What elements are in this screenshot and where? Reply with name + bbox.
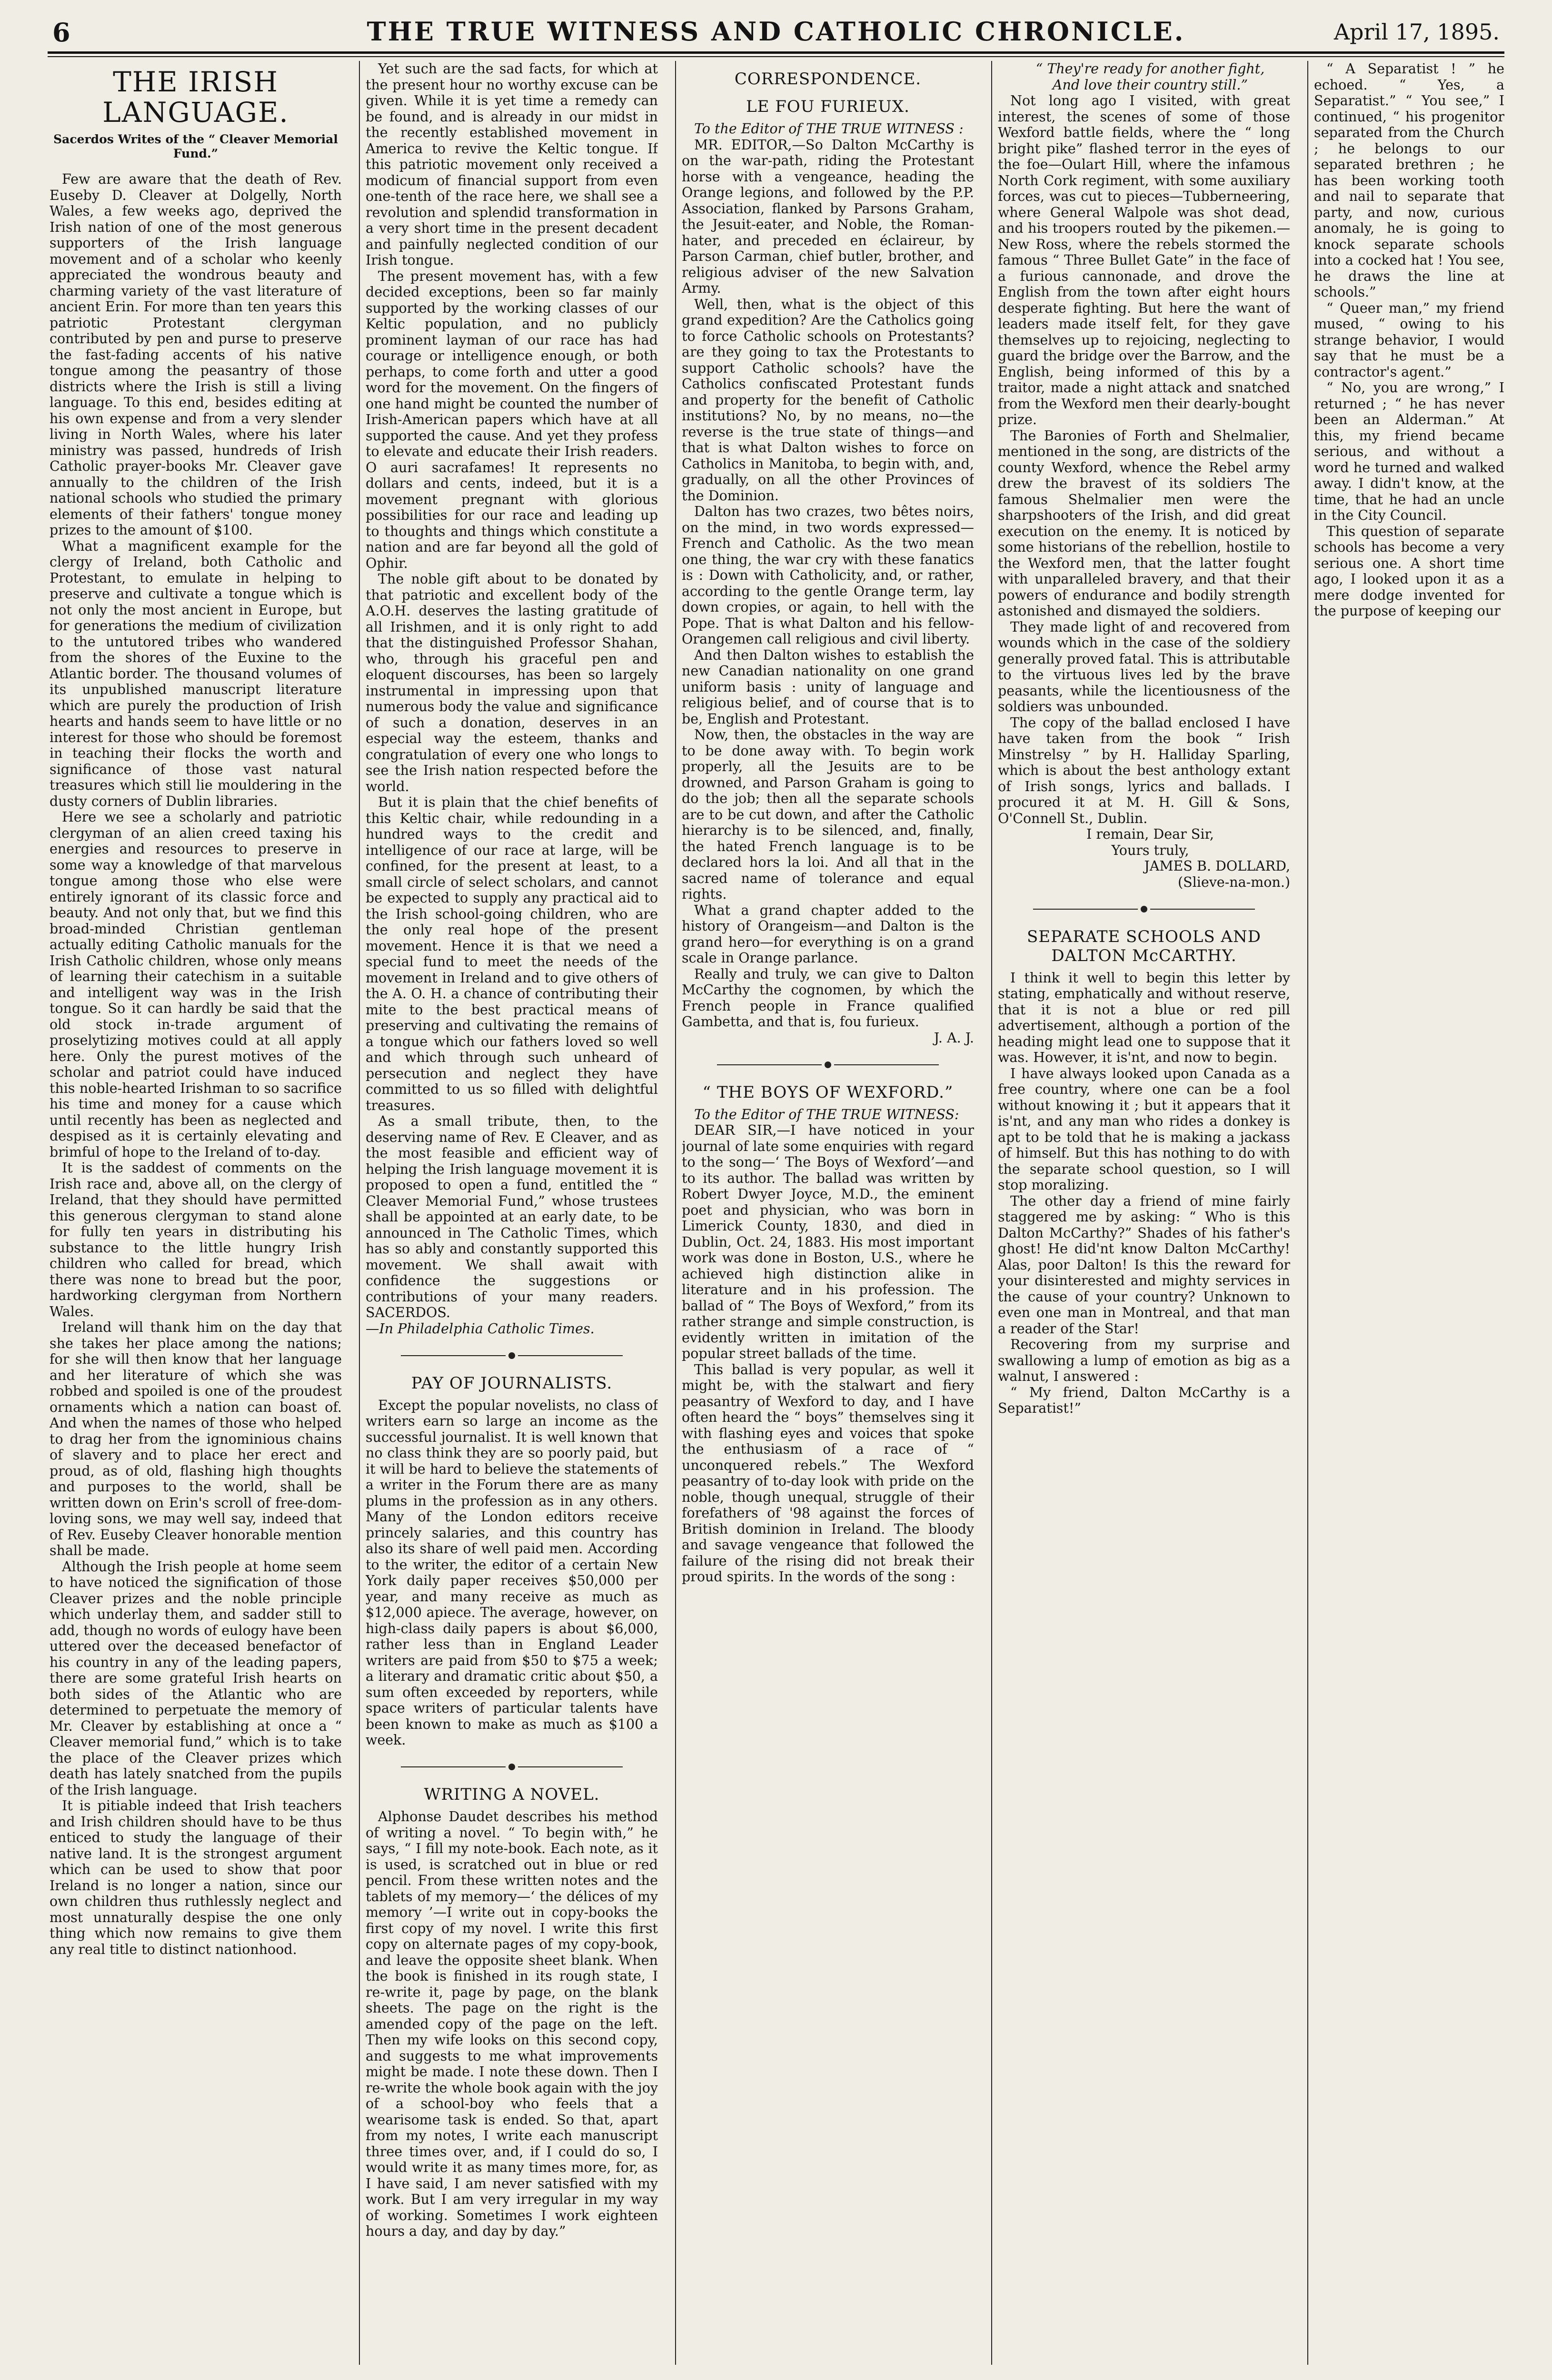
paragraph: What a magnificent example for the clergy of Ireland, both Catholic and Protestant, to emulate in helping to preserve and cultivate a tongue which is not only the most ancient in Europe, but for generations the medium of civilization to the untutored tribes who wandered from the shores of the Euxine to the Atlantic border. The thousand volumes of its unpublished manuscript literature which are purely the production of Irish hearts and hands seem to have little or no interest for those who should be foremost in teaching their flocks the worth and significance of those vast natural treasures which still lie mouldering in the dusty corners of Dublin libraries. xyxy=(50,538,342,809)
column-3 xyxy=(682,61,974,2365)
article-source: —In Philadelphia Catholic Times. xyxy=(366,1320,595,1337)
header-rule xyxy=(48,51,1504,54)
paragraph: Recovering from my surprise and swallowing a lump of emotion as big as a walnut, I answered : xyxy=(998,1337,1290,1384)
paragraph: This ballad is very popular, as well it might be, with the stalwart and fiery peasantry of Wexford to day, and I have often heard the “ boys” themselves sing it with flashing eyes and voices that spoke the enthusiasm of a race of “ unconquered rebels.” The Wexford peasantry of to-day look with pride on the noble, though unequal, struggle of their forefathers of '98 against the forces of British dominion in Ireland. The bloody and savage vengeance that followed the failure of the rising did not break their proud spirits. In the words of the song : xyxy=(682,1361,974,1585)
paragraph: Here we see a scholarly and patriotic clergyman of an alien creed taxing his energies and resources to preserve in some way a knowledge of that marvelous tongue among those who else were entirely ignorant of its classic force and beauty. And not only that, but we find this broad-minded Christian gentleman actually editing Catholic manuals for the Irish Catholic children, whose only means of learning their catechism in a suitable and intelligent way was in the Irish tongue. So it can hardly be said that the old stock in-trade argument of proselytizing motives could at all apply here. Only the purest motives of the scholar and patriot could have induced this noble-hearted Irishman to so sacrifice his time and money for a cause which until recently has been as neglected and despised as it is certainly elevating and brimful of hope to the Ireland of to-day. xyxy=(50,809,342,1160)
column-divider xyxy=(675,61,676,2365)
section-separator xyxy=(366,1759,658,1775)
paragraph: The Baronies of Forth and Shelmalier, mentioned in the song, are districts of the county Wexford, whence the Rebel army drew the bravest of its soldiers The famous Shelmalier men were the sharpshooters of the Irish, and did great execution on the enemy. It is noticed by some historians of the rebellion, hostile to the Wexford men, that the latter fought with unparalleled bravery, and that their powers of endurance and bodily strength astonished and dismayed the soldiers. xyxy=(998,427,1290,619)
letter-closing: I remain, Dear Sir, xyxy=(1086,826,1214,842)
letter-signature: JAMES B. DOLLARD, xyxy=(1144,858,1290,874)
paragraph: DEAR SIR,—I have noticed in your journal of late some enquiries with regard to the song—‘ The Boys of Wexford’—and to its author. The ballad was written by Robert Dwyer Joyce, M.D., the eminent poet and physician, who was born in Limerick County, 1830, and died in Dublin, Oct. 24, 1883. His most important work was done in Boston, U.S., where he achieved high distinction alike in literature and in his profession. The ballad of “ The Boys of Wexford,” from its rather strange and simple construction, is evidently written in imitation of the popular street ballads of the time. xyxy=(682,1122,974,1361)
masthead xyxy=(48,14,1504,48)
paragraph: “ My friend, Dalton McCarthy is a Separatist!” xyxy=(998,1384,1290,1416)
newspaper-title: THE TRUE WITNESS AND CATHOLIC CHRONICLE. xyxy=(367,16,1185,47)
page-number: 6 xyxy=(52,17,70,48)
paragraph: Few are aware that the death of Rev. Euseby D. Cleaver at Dolgelly, North Wales, a few weeks ago, deprived the Irish nation of one of the most generous supporters of the Irish language movement and of a scholar who keenly appreciated the wondrous beauty and charming variety of the vast literature of ancient Erin. For more than ten years this patriotic Protestant clergyman contributed by pen and purse to preserve the fast-fading accents of his native tongue among the peasantry of those districts where the Irish is still a living language. To this end, besides editing at his own expense and from a very slender living in North Wales, where his later ministry was passed, hundreds of Irish Catholic prayer-books Mr. Cleaver gave annually to the children of the Irish national schools who studied the primary elements of their fathers' tongue money prizes to the amount of $100. xyxy=(50,171,342,538)
paragraph: It is pitiable indeed that Irish teachers and Irish children should have to be thus enticed to study the language of their native land. It is the strongest argument which can be used to show that poor Ireland is no longer a nation, since our own children thus ruthlessly neglect and most unnaturally despise the one only thing which now remains to give them any real title to distinct nationhood. xyxy=(50,1798,342,1957)
editor-salutation: To the Editor of THE TRUE WITNESS: xyxy=(694,1106,959,1122)
letter-title-le-fou-furieux: LE FOU FURIEUX. xyxy=(746,97,910,116)
paragraph: Ireland will thank him on the day that she takes her place among the nations; for she will then know that her language and her literature of which she was robbed and spoiled is one of the proudest ornaments which a nation can boast of. And when the names of those who helped to drag her from the ignominious chains of slavery and to place her erect and proud, as of old, flashing high thoughts and purposes to the world, shall be written down on Erin's scroll of free-dom-loving sons, we may well say, indeed that of Rev. Euseby Cleaver honorable mention shall be made. xyxy=(50,1319,342,1558)
paragraph: “ No, you are wrong,” I returned ; “ he has never been an Alderman.” At this, my friend became serious, and without a word he turned and walked away. I didn't know, at the time, that he had an uncle in the City Council. xyxy=(1314,380,1504,523)
header-rule-thin xyxy=(48,56,1504,57)
column-1 xyxy=(50,61,342,2365)
paragraph: Really and truly, we can give to Dalton McCarthy the cognomen, by which the French people in France qualified Gambetta, and that is, fou furieux. xyxy=(682,966,974,1030)
paragraph: As a small tribute, then, to the deserving name of Rev. E Cleaver, and as the most feasible and efficient way of helping the Irish language movement it is proposed to open a fund, entitled the “ Cleaver Memorial Fund,” whose trustees shall be appointed at an early date, to be announced in The Catholic Times, which has so ably and constantly supported this movement. We shall await with confidence the suggestions or contributions of your many readers. SACERDOS. xyxy=(366,1113,658,1320)
column-4 xyxy=(998,61,1290,2365)
paragraph: Alphonse Daudet describes his method of writing a novel. “ To begin with,” he says, “ I fill my note-book. Each note, as it is used, is scratched out in blue or red pencil. From these written notes and the tablets of my memory—‘ the délices of my memory ’—I write out in copy-books the first copy of my novel. I write this first copy on alternate pages of my copy-book, and leave the opposite sheet blank. When the book is finished in its rough state, I re-write it, page by page, on the blank sheets. The page on the right is the amended copy of the page on the left. Then my wife looks on this second copy, and suggests to me what improvements might be made. I note these down. Then I re-write the whole book again with the joy of a school-boy who feels that a wearisome task is ended. So that, apart from my notes, I write each manuscript three times over, and, if I could do so, I would write it as many times more, for, as I have said, I am never satisfied with my work. But I am very irregular in my way of working. Sometimes I work eighteen hours a day, and day by day.” xyxy=(366,1809,658,2239)
paragraph: It is the saddest of comments on the Irish race and, above all, on the clergy of Ireland, that they should have permitted this generous clergyman to stand alone for fully ten years in distributing his substance to the little hungry Irish children who called for bread, which there was none to bread but the poor, hardworking clergyman from Northern Wales. xyxy=(50,1160,342,1319)
paragraph: Dalton has two crazes, two bêtes noirs, on the mind, in two words expressed—French and Catholic. As the two mean one thing, the war cry with these fanatics is : Down with Catholicity, and, or rather, according to the gentle Orange term, lay down cropies, or again, to hell with the Pope. That is what Dalton and his fellow-Orangemen call religious and civil liberty. xyxy=(682,504,974,647)
paragraph: MR. EDITOR,—So Dalton McCarthy is on the war-path, riding the Protestant horse with a vengeance, heading the Orange legions, and followed by the P.P. Association, flanked by Parsons Graham, the Jesuit-eater, and Noble, the Roman-hater, and preceded en éclaireur, by Parson Carman, chief butler, brother, and religious adviser of the new Salvation Army. xyxy=(682,137,974,296)
column-5 xyxy=(1314,61,1504,2365)
paragraph: I think it well to begin this letter by stating, emphatically and without reserve, that it is not a blue or red pill advertisement, although a portion of the heading might lead one to suppose that it was. However, it is'nt, and now to begin. xyxy=(998,970,1290,1065)
section-separator xyxy=(366,1347,658,1363)
column-2 xyxy=(366,61,658,2365)
column-divider xyxy=(359,61,360,2365)
article-title-writing-a-novel: WRITING A NOVEL. xyxy=(424,1785,600,1804)
letter-closing: Yours truly, xyxy=(1111,842,1189,858)
paragraph: The present movement has, with a few decided exceptions, been so far mainly supported by the working classes of our Keltic population, and no publicly prominent layman of our race has had courage or intelligence enough, or both perhaps, to come forth and utter a good word for the movement. On the fingers of one hand might be counted the number of Irish-American papers which have at all supported the cause. And yet they profess to elevate and educate their Irish readers. O auri sacrafames! It represents no dollars and cents, indeed, but it is a movement pregnant with glorious possibilities for our race and leading up to thoughts and things which constitute a nation and are far beyond all the gold of Ophir. xyxy=(366,268,658,571)
paragraph: This question of separate schools has become a very serious one. A short time ago, I looked upon it as a mere dodge invented for the purpose of keeping our xyxy=(1314,523,1504,619)
section-title-correspondence: CORRESPONDENCE. xyxy=(734,69,922,89)
column-divider xyxy=(991,61,992,2365)
paragraph: The noble gift about to be donated by that patriotic and excellent body of the A.O.H. deserves the lasting gratitude of all Irishmen, and it is only right to add that the distinguished Professor Shahan, who, through his graceful pen and eloquent discourses, has been so largely instrumental in impressing upon that numerous body the value and significance of such a donation, deserves in an especial way the esteem, thanks and congratulation of every one who longs to see the Irish nation respected before the world. xyxy=(366,571,658,794)
paragraph: The other day a friend of mine fairly staggered me by asking: “ Who is this Dalton McCarthy?” Shades of his father's ghost! He did'nt know Dalton McCarthy! Alas, poor Dalton! Is this the reward for your disinterested and mighty services in the cause of your country? Unknown to even one man in Montreal, and that man a reader of the Star! xyxy=(998,1193,1290,1337)
paragraph: “ A Separatist ! ” he echoed. “ Yes, a Separatist.” “ You see,” I continued, “ his progenitor separated from the Church ; he belongs to our separated brethren ; he has been working tooth and nail to separate that party, and now, curious anomaly, he is going to knock separate schools into a cocked hat ! You see, he draws the line at schools.” xyxy=(1314,61,1504,300)
paragraph: Well, then, what is the object of this grand expedition? Are the Catholics going to force Catholic schools on Protestants? are they going to tax the Protestants to support Catholic schools? have the Catholics confiscated Protestant funds and property for the benefit of Catholic institutions? No, by no means, no—the reverse is the true state of things—and that is what Dalton wishes to force on Catholics in Manitoba, to begin with, and, gradually, on all the other Provinces of the Dominion. xyxy=(682,296,974,504)
section-separator xyxy=(998,901,1290,917)
editor-salutation: To the Editor of THE TRUE WITNESS : xyxy=(694,121,964,137)
paragraph: Except the popular novelists, no class of writers earn so large an income as the successful journalist. It is well known that no class think they are so poorly paid, but it will be hard to believe the statements of a writer in the Forum there are as many plums in the profession as in any others. Many of the London editors receive princely salaries, and this country has also its share of well paid men. According to the writer, the editor of a certain New York daily paper receives $50,000 per year, and many receive as much as $12,000 apiece. The average, however, on high-class daily papers is about $6,000, rather less than in England Leader writers are paid from $50 to $75 a week; a literary and dramatic critic about $50, a sum often exceeded by reporters, while space writers of particular talents have been known to make as much as $100 a week. xyxy=(366,1397,658,1748)
article-deck: Sacerdos Writes of the “ Cleaver Memorial Fund.” xyxy=(53,132,338,160)
paragraph: But it is plain that the chief benefits of this Keltic chair, while redounding in a hundred ways to the credit and intelligence of our race at large, will be confined, for the present at least, to a small circle of select scholars, and cannot be expected to supply any practical aid to the Irish school-going children, who are the only real hope of the present movement. Hence it is that we need a special fund to meet the needs of the movement in Ireland and to give others of the A. O. H. a chance of contributing their mite to the best practical means of preserving and cultivating the remains of a tongue which our fathers loved so well and which through such unheard of persecution and neglect they have committed to us so filled with delightful treasures. xyxy=(366,794,658,1113)
verse-line: “ They're ready for another fight, xyxy=(1035,61,1265,77)
letter-signature-place: (Slieve-na-mon.) xyxy=(1177,874,1290,890)
article-title-irish-language: THE IRISH LANGUAGE. xyxy=(102,66,289,129)
paragraph: Now, then, the obstacles in the way are to be done away with. To begin work properly, all the Jesuits are to be drowned, and Parson Graham is going to do the job; then all the separate schools are to be cut down, and after the Catholic hierarchy is to be silenced, and, finally, the hated French language is to be declared hors la loi. And all that in the sacred name of tolerance and equal rights. xyxy=(682,727,974,902)
paragraph: The copy of the ballad enclosed I have have taken from the book “ Irish Minstrelsy ” by H. Halliday Sparling, which is about the best anthology extant of Irish songs, lyrics and ballads. I procured it at M. H. Gill & Sons, O'Connell St., Dublin. xyxy=(998,714,1290,826)
paragraph: Not long ago I visited, with great interest, the scenes of some of those Wexford battle fields, where the “ long bright pike” flashed terror in the eyes of the foe—Oulart Hill, where the infamous North Cork regiment, with some auxiliary forces, was cut to pieces—Tubberneering, where General Walpole was shot dead, and his troopers routed by the pikemen.—New Ross, where the rebels stormed the famous “ Three Bullet Gate” in the face of a furious cannonade, and drove the English from the town after eight hours desperate fighting. But here the want of leaders made itself felt, for they gave themselves up to rejoicing, neglecting to guard the bridge over the Barrow, and the English, being informed of this by a traitor, made a night attack and snatched from the Wexford men their dearly-bought prize. xyxy=(998,93,1290,427)
paragraph: What a grand chapter added to the history of Orangeism—and Dalton is the grand hero—for everything is on a grand scale in Orange parlance. xyxy=(682,902,974,966)
paragraph: I have always looked upon Canada as a free country, where one can be a fool without knowing it ; but it appears that it is'nt, and any man who rides a donkey is apt to be told that he is making a jackass of himself. But this has nothing to do with the separate school question, so I will stop moralizing. xyxy=(998,1065,1290,1193)
column-divider xyxy=(1307,61,1308,2365)
letter-signature: J. A. J. xyxy=(934,1030,974,1046)
verse-line: And love their country still.” xyxy=(1052,77,1248,93)
section-separator xyxy=(682,1056,974,1072)
article-title-pay-of-journalists: PAY OF JOURNALISTS. xyxy=(411,1373,613,1393)
issue-date: April 17, 1895. xyxy=(1333,19,1500,45)
letter-title-boys-of-wexford: “ THE BOYS OF WEXFORD.” xyxy=(702,1082,954,1102)
paragraph: And then Dalton wishes to establish the new Canadian nationality on one grand uniform basis : unity of language and religious belief, and of course that is to be, English and Protestant. xyxy=(682,647,974,727)
letter-title-separate-schools: SEPARATE SCHOOLS AND DALTON McCARTHY. xyxy=(1027,927,1261,965)
paragraph: Although the Irish people at home seem to have noticed the signification of those Cleaver prizes and the noble principle which underlay them, and sadder still to add, though no words of eulogy have been uttered over the deceased benefactor of his country in any of the leading papers, there are some grateful Irish hearts on both sides of the Atlantic who are determined to perpetuate the memory of Mr. Cleaver by establishing at once a “ Cleaver memorial fund,” which is to take the place of the Cleaver prizes which death has lately snatched from the pupils of the Irish language. xyxy=(50,1558,342,1798)
paragraph: Yet such are the sad facts, for which at the present hour no worthy excuse can be given. While it is yet time a remedy can be found, and is already in our midst in the recently established movement in America to revive the Keltic tongue. If this patriotic movement only received a modicum of financial support from even one-tenth of the race here, we shall see a revolution and splendid transformation in a very short time in the present decadent and painfully neglected condition of our Irish tongue. xyxy=(366,61,658,268)
paragraph: They made light of and recovered from wounds which in the case of the soldiery generally proved fatal. This is attributable to the virtuous lives led by the brave peasants, while the licentiousness of the soldiers was unbounded. xyxy=(998,619,1290,714)
paragraph: “ Queer man,” my friend mused, “ owing to his strange behavior, I would say that he must be a contractor's agent.” xyxy=(1314,300,1504,380)
